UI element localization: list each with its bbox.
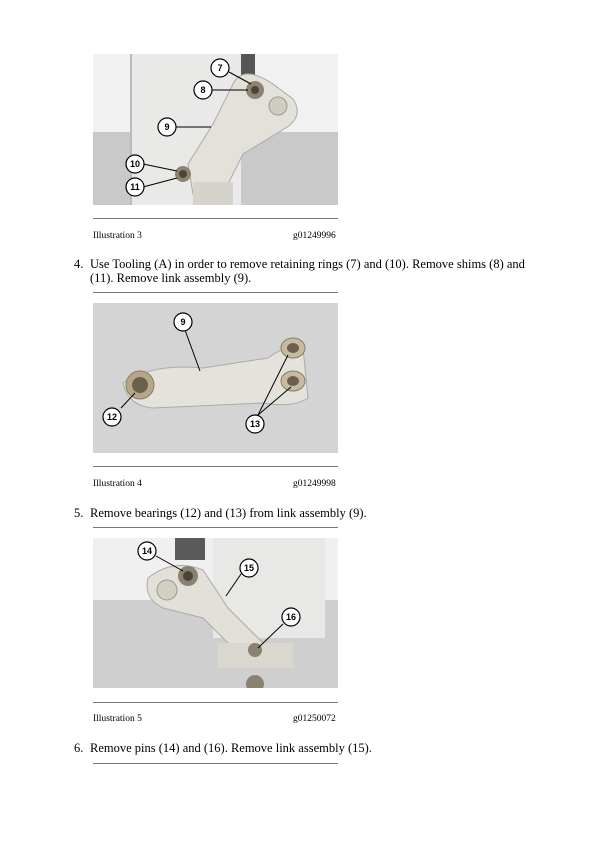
callout-16-label: 16 [285, 612, 297, 622]
illustration-3-label: Illustration 3 [93, 231, 142, 241]
callout-13-label: 13 [249, 419, 261, 429]
step-4-text: Use Tooling (A) in order to remove retaining rings (7) and (10). Remove shims (8) and (11). Remove link assembly (9). [90, 257, 525, 285]
step-4-number: 4. [74, 257, 84, 271]
step-6-number: 6. [74, 741, 84, 755]
callout-11-label: 11 [130, 182, 140, 192]
step-5-number: 5. [74, 506, 84, 520]
callout-9-label: 9 [180, 317, 186, 327]
illustration-4-rule [93, 466, 338, 467]
illustration-4-code: g01249998 [293, 479, 336, 489]
step-5-rule [93, 527, 338, 528]
illustration-4-label: Illustration 4 [93, 479, 142, 489]
step-5-text: Remove bearings (12) and (13) from link assembly (9). [90, 506, 367, 520]
illustration-4-photo [93, 303, 338, 453]
illustration-5-photo [93, 538, 338, 688]
step-6-text: Remove pins (14) and (16). Remove link assembly (15). [90, 741, 372, 755]
callout-8-label: 8 [200, 85, 206, 95]
step-6-rule [93, 763, 338, 764]
callout-7-label: 7 [217, 63, 223, 73]
callout-10-label: 10 [129, 159, 141, 169]
illustration-5-code: g01250072 [293, 714, 336, 724]
callout-9-label: 9 [164, 122, 170, 132]
illustration-5-label: Illustration 5 [93, 714, 142, 724]
step-4-rule [93, 292, 338, 293]
callout-14-label: 14 [141, 546, 153, 556]
illustration-3-rule [93, 218, 338, 219]
callout-15-label: 15 [243, 563, 255, 573]
illustration-3-photo [93, 54, 338, 205]
illustration-5-rule [93, 702, 338, 703]
callout-12-label: 12 [106, 412, 118, 422]
illustration-3-code: g01249996 [293, 231, 336, 241]
